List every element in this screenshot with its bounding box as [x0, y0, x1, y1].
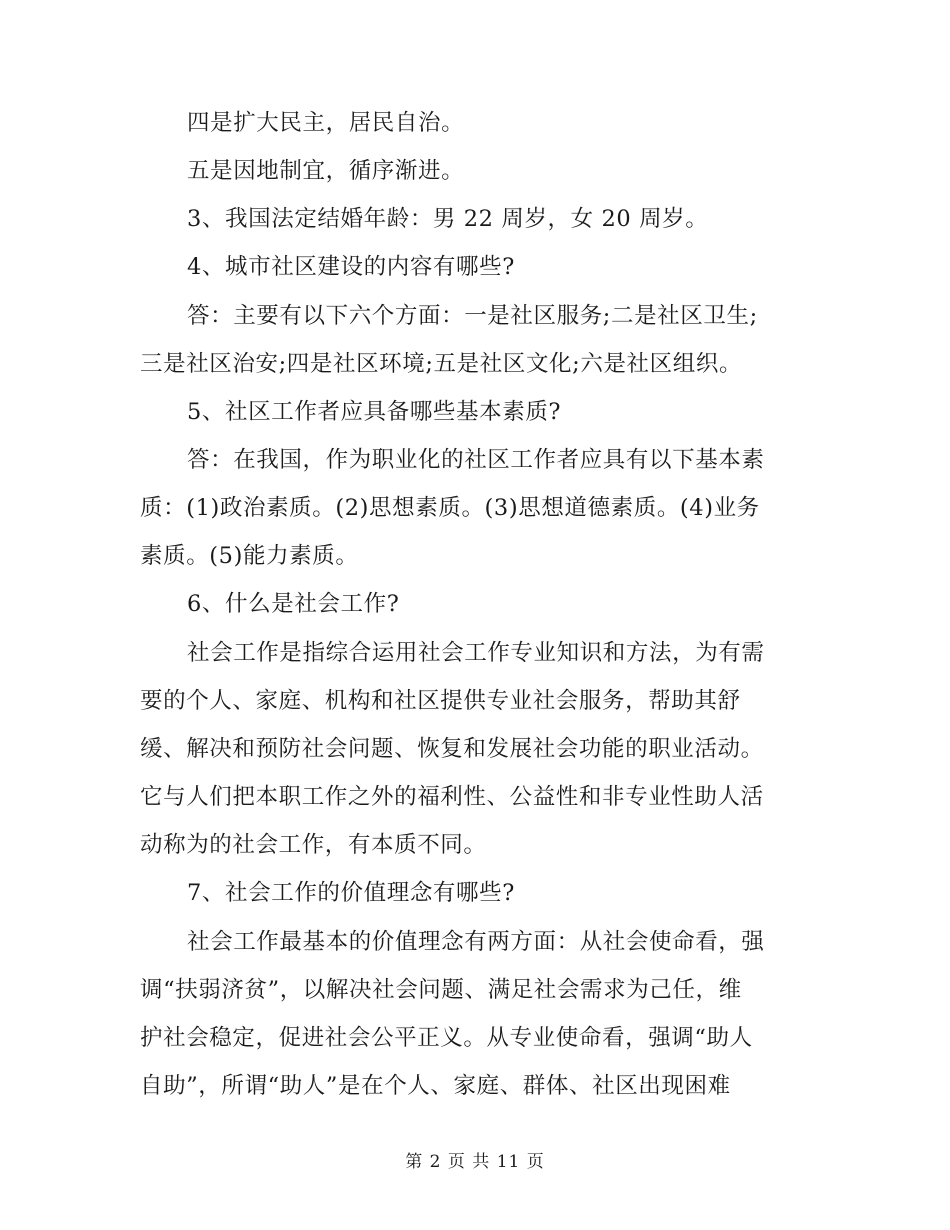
- text-line: 7、社会工作的价值理念有哪些?: [187, 880, 515, 906]
- text-line: 动称为的社会工作，有本质不同。: [140, 832, 487, 858]
- text-line: 缓、解决和预防社会问题、恢复和发展社会功能的职业活动。: [140, 736, 764, 762]
- text-line: 四是扩大民主，居民自治。: [187, 110, 465, 136]
- text-line: 自助”，所谓“助人”是在个人、家庭、群体、社区出现困难: [140, 1073, 731, 1099]
- text-line: 社会工作是指综合运用社会工作专业知识和方法，为有需: [187, 640, 765, 666]
- text-line: 6、什么是社会工作?: [187, 591, 400, 617]
- text-line: 五是因地制宜，循序渐进。: [187, 158, 465, 184]
- text-line: 4、城市社区建设的内容有哪些?: [187, 254, 515, 280]
- text-line: 三是社区治安;四是社区环境;五是社区文化;六是社区组织。: [140, 351, 743, 377]
- text-line: 它与人们把本职工作之外的福利性、公益性和非专业性助人活: [140, 784, 764, 810]
- text-line: 质：(1)政治素质。(2)思想素质。(3)思想道德素质。(4)业务: [140, 495, 760, 521]
- text-line: 护社会稳定，促进社会公平正义。从专业使命看，强调“助人: [140, 1025, 753, 1051]
- text-line: 调“扶弱济贫”，以解决社会问题、满足社会需求为己任，维: [140, 977, 742, 1003]
- text-line: 社会工作最基本的价值理念有两方面：从社会使命看，强: [187, 929, 765, 955]
- text-line: 答：主要有以下六个方面：一是社区服务;二是社区卫生;: [187, 303, 758, 329]
- text-line: 答：在我国，作为职业化的社区工作者应具有以下基本素: [187, 447, 765, 473]
- text-line: 要的个人、家庭、机构和社区提供专业社会服务，帮助其舒: [140, 688, 741, 714]
- text-line: 5、社区工作者应具备哪些基本素质?: [187, 399, 562, 425]
- page-number-footer: 第 2 页 共 11 页: [405, 1152, 545, 1172]
- text-line: 3、我国法定结婚年龄：男 22 周岁，女 20 周岁。: [187, 206, 709, 232]
- text-line: 素质。(5)能力素质。: [140, 543, 359, 569]
